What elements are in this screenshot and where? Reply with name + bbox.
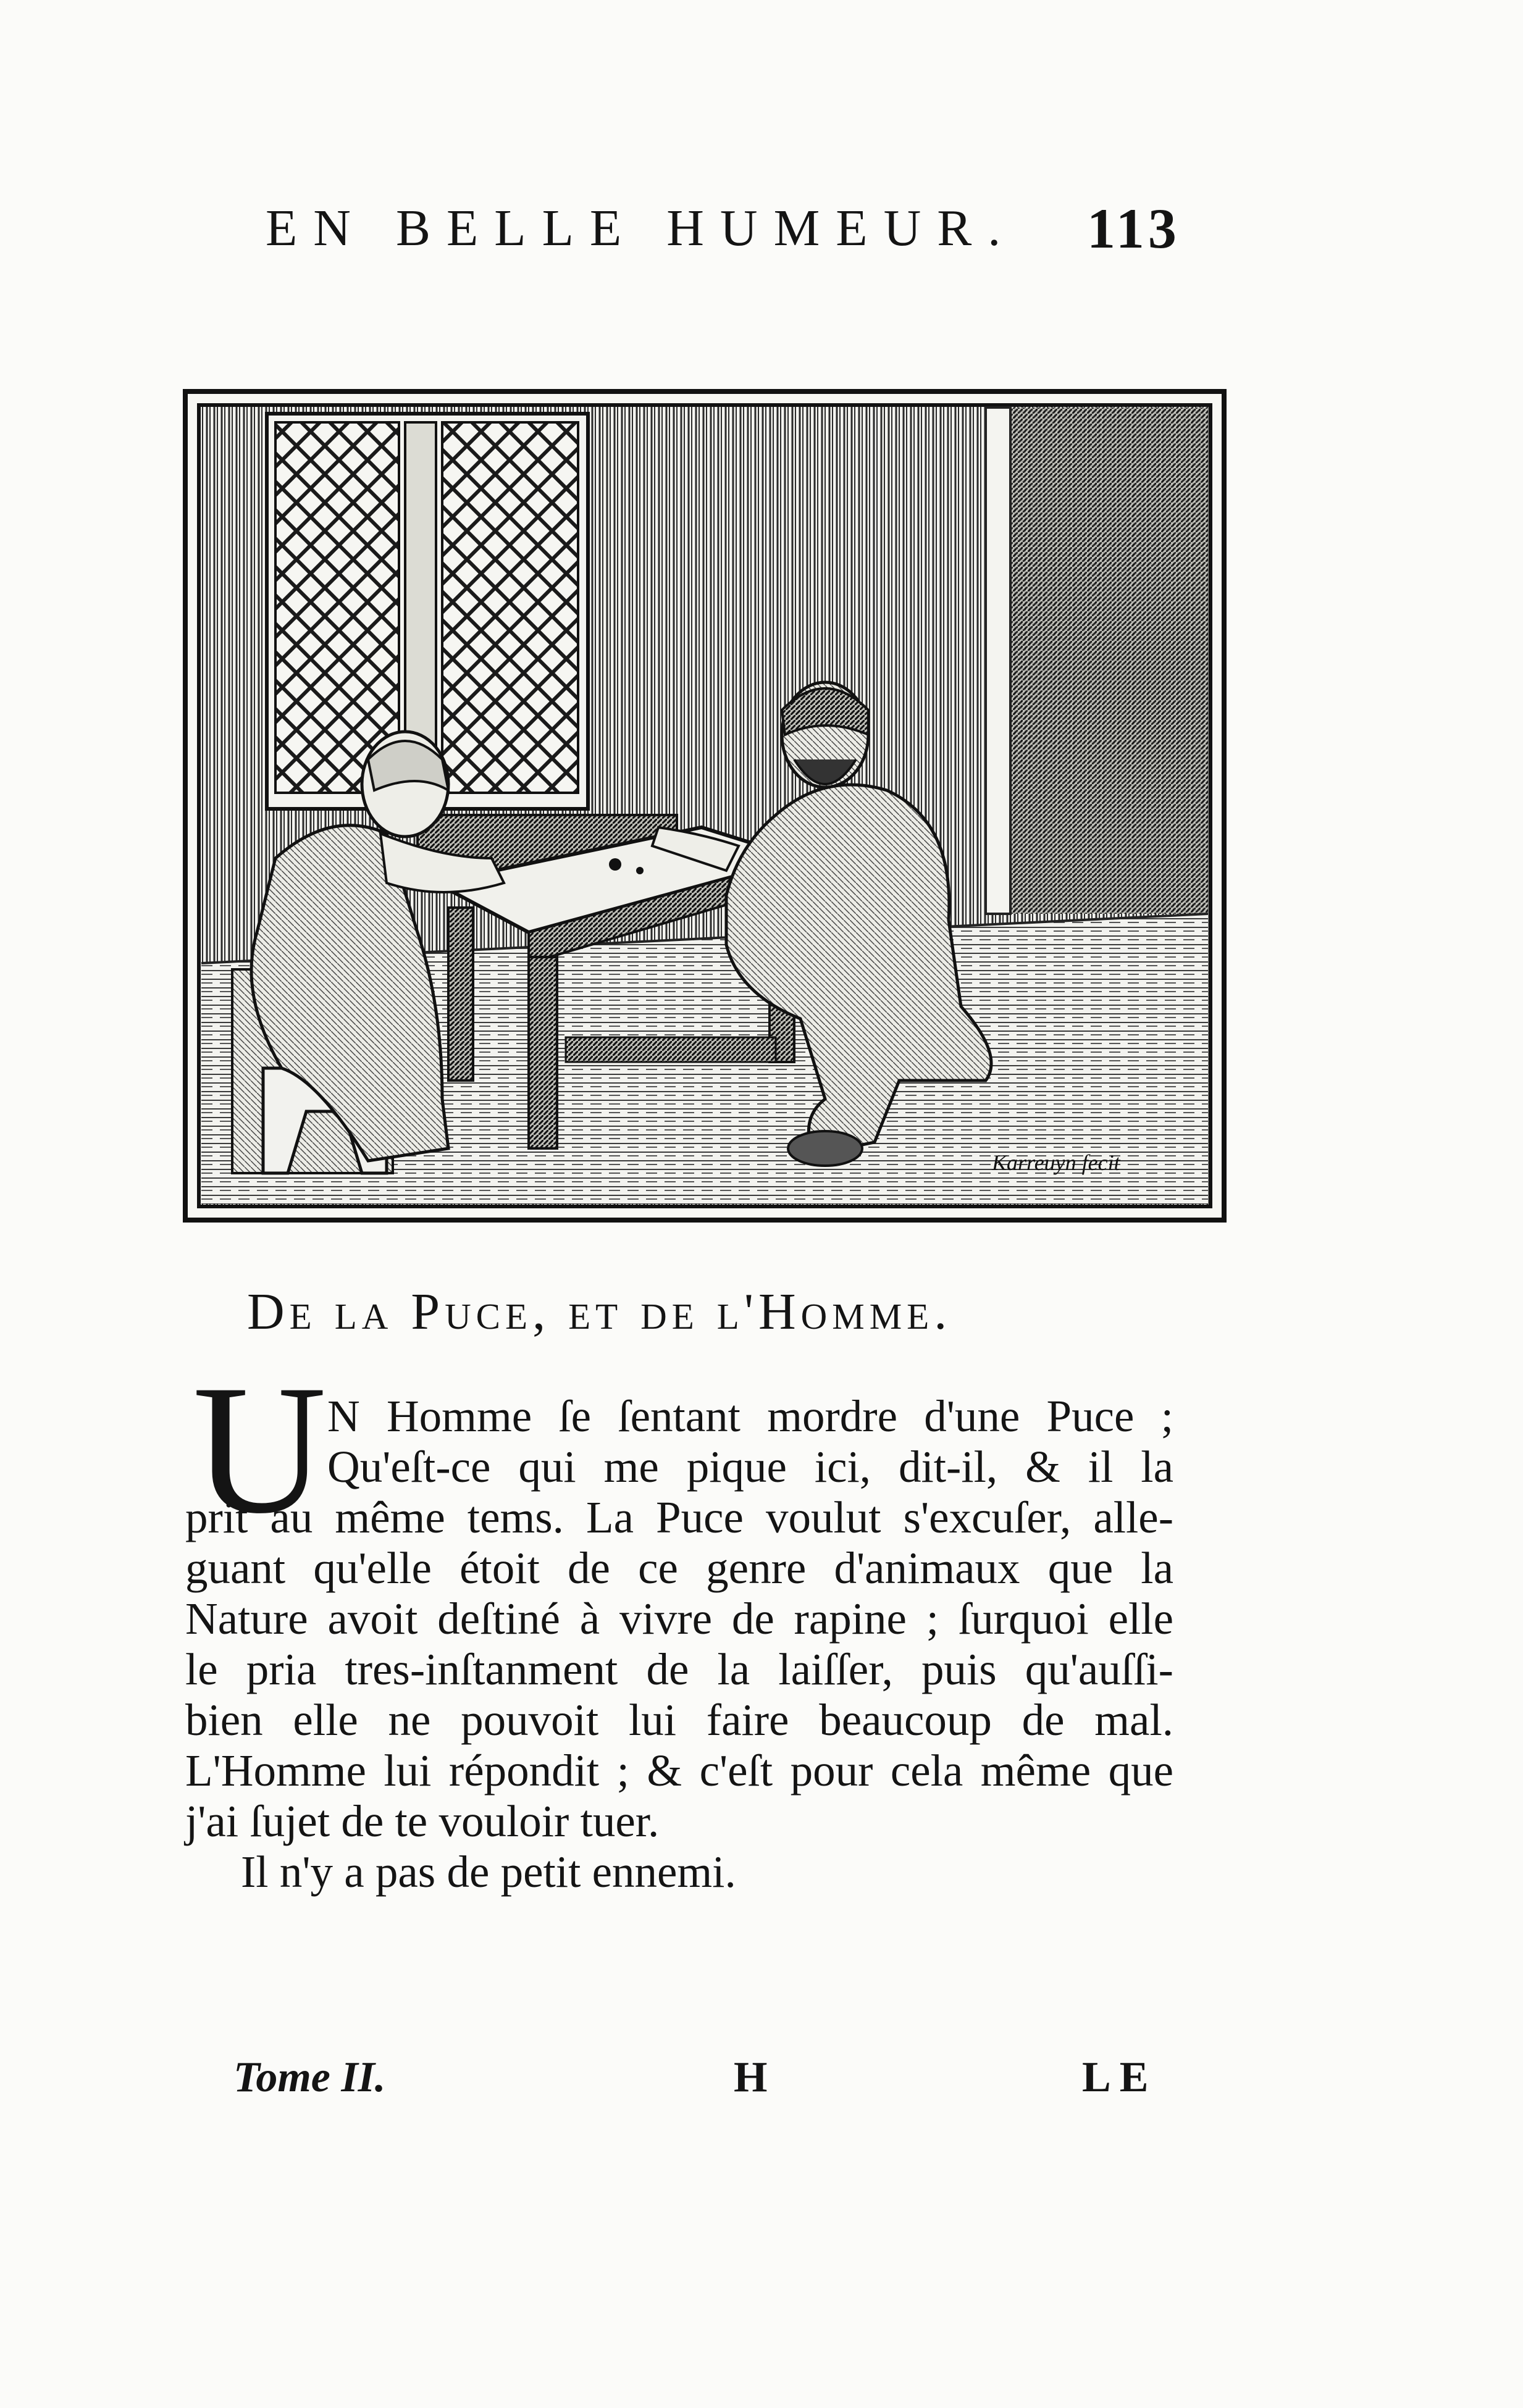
footer-volume: Tome II. [233,2054,386,2101]
running-head-title: EN BELLE HUMEUR. [266,199,1017,257]
body-line-8: L'Homme lui répondit ; & c'eſt pour cela même que [185,1745,1173,1796]
page-number: 113 [1087,197,1180,260]
body-line-6: le pria tres-inſtanment de la laiſſer, puis qu'auſſi- [185,1644,1173,1694]
engraver-signature: Karreuyn fecit [992,1150,1120,1175]
body-line-4: guant qu'elle étoit de ce genre d'animaux que la [185,1543,1173,1593]
body-line-5: Nature avoit deſtiné à vivre de rapine ; ſurquoi elle [185,1594,1173,1644]
fable-moral: Il n'y a pas de petit ennemi. [241,1847,736,1897]
footer-catchword: LE [1082,2054,1157,2101]
engraving-illustration [183,389,1227,1223]
drop-cap: U [193,1347,327,1552]
body-line-7: bien elle ne pouvoit lui faire beaucoup de mal. [185,1695,1173,1745]
fable-title: De la Puce, et de l'Homme. [247,1283,952,1340]
body-line-2: Qu'eſt-ce qui me pique ici, dit-il, & il la [327,1442,1173,1492]
body-line-9: j'ai ſujet de te vouloir tuer. [185,1796,660,1846]
body-line-1: N Homme ſe ſentant mordre d'une Puce ; [327,1391,1173,1441]
footer-signature-mark: H [734,2054,768,2101]
body-line-3: prit au même tems. La Puce voulut s'excuſer, alle- [185,1492,1173,1542]
